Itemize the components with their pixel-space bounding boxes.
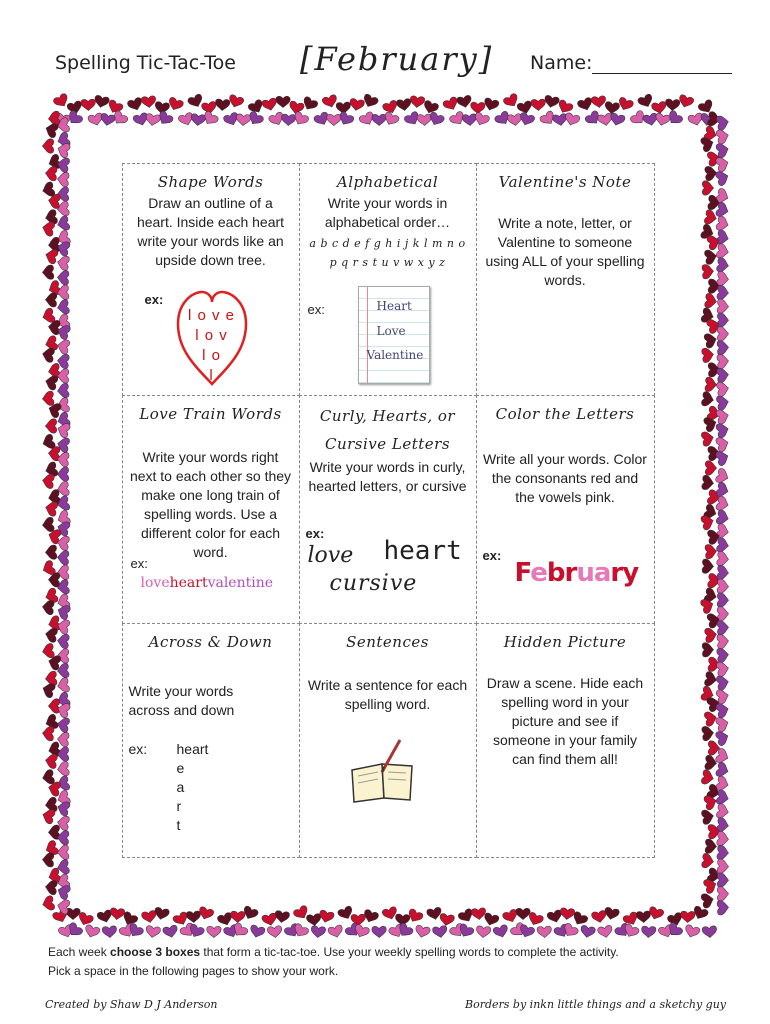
border-heart-icon (715, 761, 730, 778)
border-heart-icon (702, 559, 714, 574)
cell-title: Shape Words (157, 172, 264, 191)
colored-letters-example (514, 557, 639, 588)
border-heart-icon (249, 924, 266, 939)
border-heart-icon (717, 634, 730, 649)
border-heart-icon (701, 809, 715, 825)
border-heart-icon (56, 677, 70, 693)
down-letter: e (176, 759, 185, 776)
cell-instructions: Write a sentence for each spelling word. (307, 676, 468, 712)
border-heart-icon (462, 114, 477, 127)
border-heart-icon (186, 911, 201, 923)
border-heart-icon (48, 699, 59, 713)
border-heart-icon (45, 419, 56, 433)
border-heart-icon (715, 155, 730, 172)
cell-valentines-note[interactable] (476, 163, 655, 396)
cell-instructions: Write your words in alphabetical order… (324, 194, 451, 230)
border-heart-icon (717, 313, 729, 328)
border-heart-icon (591, 910, 607, 924)
border-heart-icon (701, 853, 714, 869)
border-heart-icon (715, 422, 730, 439)
border-heart-icon (230, 911, 245, 923)
border-heart-icon (41, 347, 55, 363)
border-heart-icon (456, 95, 472, 109)
border-heart-icon (57, 172, 70, 187)
border-heart-icon (716, 381, 729, 397)
footer-text: Each week (48, 945, 111, 959)
cell-title: Across & Down (148, 632, 273, 651)
border-heart-icon (42, 265, 54, 280)
border-heart-icon (57, 285, 69, 300)
cell-alphabetical[interactable] (299, 163, 477, 396)
border-heart-icon (145, 113, 161, 126)
border-heart-icon (42, 643, 55, 659)
hearted-example: heart (383, 535, 462, 566)
border-heart-icon (716, 803, 730, 819)
border-heart-icon (716, 831, 729, 847)
border-heart-icon (44, 627, 58, 643)
border-heart-icon (717, 299, 729, 314)
border-heart-icon (704, 209, 718, 225)
consonant-letter: y (622, 557, 639, 588)
border-heart-icon (422, 100, 439, 116)
border-heart-icon (45, 166, 57, 181)
example-word: Valentine (366, 347, 424, 362)
border-heart-icon (715, 435, 730, 452)
border-heart-icon (470, 102, 485, 114)
border-heart-icon (701, 430, 715, 446)
border-heart-icon (57, 383, 70, 398)
border-heart-icon (372, 114, 387, 126)
border-heart-icon (42, 473, 55, 489)
border-heart-icon (717, 593, 729, 608)
border-heart-icon (609, 112, 626, 127)
border-heart-icon (702, 264, 714, 279)
consonant-letter: b (546, 557, 565, 588)
border-heart-icon (42, 726, 54, 741)
example-line: l o v (195, 326, 228, 344)
border-heart-icon (45, 545, 57, 560)
border-heart-icon (717, 579, 729, 594)
border-heart-icon (716, 395, 730, 411)
border-heart-icon (716, 271, 729, 287)
border-heart-icon (705, 377, 717, 392)
border-heart-icon (704, 293, 717, 309)
border-heart-icon (41, 808, 56, 825)
border-heart-icon (641, 926, 656, 938)
border-heart-icon (236, 114, 251, 127)
across-down-example (177, 740, 209, 835)
border-heart-icon (716, 243, 730, 259)
border-heart-icon (716, 675, 730, 691)
border-heart-icon (717, 340, 729, 355)
border-heart-icon (654, 113, 671, 127)
border-heart-icon (704, 249, 718, 265)
lined-paper-icon (358, 286, 430, 384)
border-heart-icon (153, 907, 169, 921)
border-heart-icon (56, 338, 70, 355)
border-heart-icon (45, 753, 58, 769)
border-heart-icon (702, 926, 717, 939)
cell-instructions: Write all your words. Color the consonants red and the vowels pink. (483, 450, 647, 505)
consonant-letter: F (514, 557, 531, 588)
border-heart-icon (716, 115, 730, 131)
cell-instructions: Draw a scene. Hide each spelling word in your picture and see if someone in your family can find them all! (486, 674, 644, 767)
border-heart-icon (56, 215, 70, 232)
border-heart-icon (41, 181, 55, 198)
train-word-2: heart (169, 574, 208, 591)
border-heart-icon (543, 95, 559, 109)
border-heart-icon (716, 509, 730, 526)
border-heart-icon (57, 761, 70, 777)
border-heart-icon (44, 248, 59, 265)
cell-instructions: Draw an outline of a heart. Inside each heart write your words like an upside down tree. (136, 194, 285, 268)
border-heart-icon (102, 926, 117, 939)
cell-hidden-picture[interactable] (476, 623, 655, 858)
border-heart-icon (516, 908, 530, 919)
border-heart-icon (708, 741, 719, 755)
border-heart-icon (57, 452, 70, 467)
border-heart-icon (410, 96, 426, 109)
border-heart-icon (705, 461, 716, 475)
border-heart-icon (716, 537, 729, 553)
cell-instructions: Write your words across and down (128, 682, 235, 718)
cell-shape-words[interactable] (122, 163, 300, 396)
border-heart-icon (715, 702, 730, 719)
border-heart-icon (701, 892, 715, 909)
cursive-example: cursive (329, 570, 418, 596)
border-heart-icon (396, 98, 412, 111)
border-heart-icon (426, 907, 442, 921)
border-heart-icon (701, 391, 715, 407)
border-heart-icon (705, 755, 718, 771)
border-heart-icon (702, 181, 713, 195)
border-heart-icon (717, 887, 729, 902)
alphabet-row-2: p q r s t u v w x y z (329, 255, 446, 269)
example-label: ex: (482, 547, 502, 563)
border-heart-icon (683, 924, 700, 939)
border-heart-icon (141, 910, 157, 924)
border-heart-icon (717, 354, 730, 369)
border-heart-icon (717, 565, 730, 580)
border-heart-icon (42, 852, 54, 867)
border-heart-icon (57, 270, 69, 285)
border-heart-icon (702, 642, 714, 657)
footer-emphasis: choose 3 boxes (110, 945, 201, 959)
border-heart-icon (704, 627, 717, 643)
cell-title: Curly, Hearts, or Cursive Letters (319, 406, 456, 453)
border-heart-icon (100, 113, 116, 127)
border-heart-icon (476, 926, 491, 939)
border-heart-icon (274, 910, 290, 923)
cell-color-the-letters[interactable] (476, 395, 655, 624)
down-letter: t (176, 816, 181, 833)
border-heart-icon (704, 332, 718, 349)
border-heart-icon (57, 369, 69, 384)
border-heart-icon (702, 726, 715, 742)
credit-author: Created by Shaw D J Anderson (45, 998, 218, 1011)
train-word-1: love (140, 574, 170, 591)
border-heart-icon (701, 347, 714, 363)
border-heart-icon (48, 572, 60, 587)
name-label: Name: (530, 52, 593, 74)
border-heart-icon (717, 845, 730, 860)
train-example (141, 574, 274, 593)
border-heart-icon (716, 647, 729, 663)
border-heart-icon (432, 925, 448, 938)
cell-title: Hidden Picture (503, 632, 627, 651)
border-heart-icon (190, 113, 206, 126)
border-heart-icon (715, 715, 730, 732)
consonant-letter: r (564, 557, 577, 588)
border-heart-icon (702, 475, 715, 491)
cell-title: Love Train Words (139, 404, 282, 423)
example-label: ex: (128, 740, 148, 757)
border-heart-icon (717, 873, 729, 888)
border-heart-icon (56, 535, 69, 551)
border-heart-icon (215, 99, 230, 111)
footer-line-2: Pick a space in the following pages to show your work. (48, 964, 339, 978)
example-word: Heart (376, 298, 412, 313)
border-heart-icon (162, 925, 179, 939)
border-heart-icon (45, 292, 57, 307)
border-heart-icon (717, 620, 729, 635)
border-heart-icon (531, 99, 546, 111)
down-letter: a (176, 778, 185, 795)
instructions-footer (48, 943, 728, 981)
border-heart-icon (42, 600, 55, 616)
consonant-letter: r (610, 557, 623, 588)
border-heart-icon (56, 717, 70, 733)
cell-curly-hearts-cursive[interactable] (299, 395, 477, 624)
month-title: [February] (300, 40, 494, 78)
border-heart-icon (716, 128, 730, 145)
border-heart-icon (306, 913, 322, 926)
border-heart-icon (57, 830, 69, 845)
border-heart-icon (651, 101, 667, 115)
border-heart-icon (705, 166, 718, 182)
border-heart-icon (417, 114, 432, 126)
border-heart-icon (704, 671, 718, 687)
border-heart-icon (45, 880, 58, 896)
border-heart-icon (310, 925, 326, 938)
border-heart-icon (327, 924, 344, 939)
border-heart-icon (57, 747, 69, 762)
border-heart-icon (705, 839, 717, 854)
border-heart-icon (603, 907, 619, 921)
border-heart-icon (57, 845, 69, 860)
border-heart-icon (41, 220, 55, 236)
border-heart-icon (57, 550, 69, 565)
border-heart-icon (717, 900, 729, 915)
example-line: l o (202, 346, 221, 364)
border-heart-icon (717, 285, 730, 300)
example-line: l o v e (187, 306, 236, 324)
border-heart-icon (281, 114, 296, 126)
border-heart-icon (716, 551, 729, 567)
border-heart-icon (580, 925, 596, 939)
cell-across-and-down[interactable] (122, 623, 300, 858)
border-heart-icon (716, 367, 729, 383)
activity-title: Spelling Tic-Tac-Toe (55, 52, 237, 74)
border-heart-icon (44, 121, 59, 138)
cell-love-train-words[interactable] (122, 395, 300, 624)
border-heart-icon (110, 908, 126, 921)
border-heart-icon (492, 924, 509, 939)
cell-instructions: Write your words right next to each other so they make one long train of spelling words. Use a different color for each word. (129, 448, 292, 560)
border-heart-icon (507, 113, 523, 126)
cell-title: Alphabetical (336, 172, 439, 191)
border-heart-icon (604, 101, 620, 114)
border-heart-icon (704, 710, 718, 726)
border-heart-icon (42, 391, 54, 406)
credit-border: Borders by inkn little things and a sketchy guy (465, 998, 726, 1011)
train-word-3: valentine (207, 574, 274, 591)
vowel-letter: a (593, 557, 611, 588)
book-and-pencil-icon (348, 736, 420, 806)
alphabet-row-1: a b c d e f g h i j k l m n o (309, 236, 466, 250)
example-label: ex: (305, 525, 325, 541)
curly-example: love (307, 542, 354, 568)
vowel-letter: e (530, 557, 547, 588)
border-heart-icon (56, 299, 69, 315)
example-word: Love (376, 323, 406, 338)
border-heart-icon (717, 859, 729, 874)
border-heart-icon (414, 925, 431, 939)
border-heart-icon (591, 96, 607, 109)
border-heart-icon (41, 895, 55, 911)
border-heart-icon (597, 925, 613, 939)
border-heart-icon (145, 925, 161, 938)
example-label: ex: (144, 291, 164, 307)
cell-instructions: Write a note, letter, or Valentine to someone using ALL of your spelling words. (485, 214, 645, 288)
border-heart-icon (471, 908, 487, 921)
border-heart-icon (44, 500, 58, 516)
border-heart-icon (44, 374, 58, 391)
vowel-letter: u (576, 557, 594, 588)
border-heart-icon (42, 139, 53, 153)
border-heart-icon (83, 924, 100, 939)
border-heart-icon (483, 912, 500, 927)
footer-line-1 (48, 943, 728, 962)
cell-sentences[interactable] (299, 623, 477, 858)
cell-title: Sentences (346, 632, 429, 651)
border-heart-icon (680, 911, 695, 923)
border-heart-icon (57, 467, 69, 482)
border-heart-icon (560, 908, 576, 921)
shape-example (175, 306, 249, 386)
border-heart-icon (717, 327, 729, 342)
border-heart-icon (716, 408, 730, 425)
border-heart-icon (207, 926, 222, 938)
border-heart-icon (715, 215, 730, 232)
footer-text: that form a tic-tac-toe. Use your weekly spelling words to complete the activity. (200, 945, 619, 959)
example-label: ex: (130, 555, 148, 571)
border-heart-icon (636, 911, 651, 923)
border-heart-icon (349, 98, 365, 112)
border-heart-icon (57, 633, 70, 649)
cell-title: Valentine's Note (498, 172, 632, 191)
tic-tac-toe-board (122, 163, 654, 857)
border-heart-icon (42, 517, 55, 533)
border-heart-icon (701, 769, 715, 785)
border-heart-icon (81, 99, 96, 111)
border-heart-icon (41, 769, 55, 785)
border-heart-icon (93, 95, 109, 109)
border-heart-icon (327, 114, 342, 126)
border-heart-icon (56, 255, 69, 271)
down-letter: r (176, 797, 182, 814)
border-heart-icon (705, 544, 717, 559)
border-heart-icon (665, 99, 680, 111)
border-heart-icon (276, 96, 290, 107)
border-heart-icon (537, 926, 552, 938)
example-line: l (209, 366, 214, 384)
cell-instructions: Write your words in curly, hearted letters, or cursive (308, 458, 467, 494)
border-heart-icon (41, 681, 56, 698)
border-heart-icon (261, 98, 278, 112)
cell-title: Color the Letters (495, 404, 635, 423)
border-heart-icon (716, 661, 729, 677)
border-heart-icon (141, 96, 157, 109)
border-heart-icon (372, 926, 387, 938)
border-heart-icon (716, 257, 729, 273)
border-heart-icon (267, 925, 283, 938)
example-label: ex: (307, 301, 325, 317)
border-heart-icon (439, 913, 455, 927)
across-word: heart (176, 740, 209, 757)
